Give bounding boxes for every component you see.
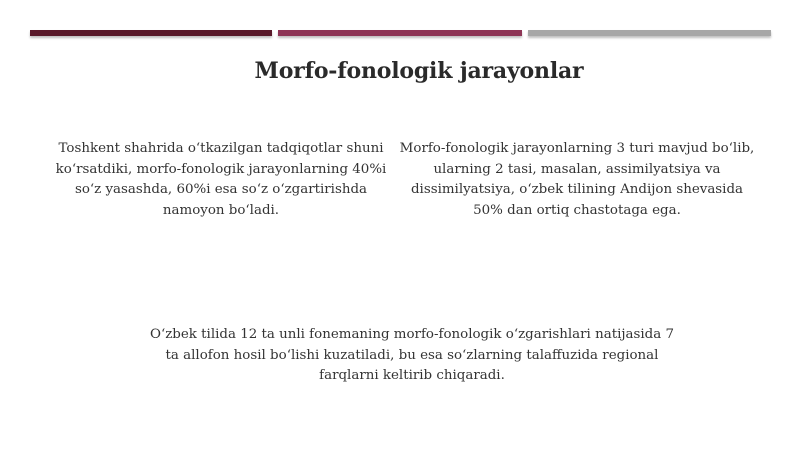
accent-bar-dark — [30, 30, 272, 36]
accent-bar-gray — [528, 30, 771, 36]
paragraph-left: Toshkent shahrida o‘tkazilgan tadqiqotlar shuni ko‘rsatdiki, morfo-fonologik jarayonlarning 40%i so‘z yasashda, 60%i esa so‘z o‘zgartirishda namoyon bo‘ladi. — [55, 141, 387, 218]
accent-bar-magenta — [278, 30, 522, 36]
paragraph-bottom: O‘zbek tilida 12 ta unli fonemaning morfo-fonologik o‘zgarishlari natijasida 7 ta allofon hosil bo‘lishi kuzatiladi, bu esa so‘zlarning talaffuzida regional farqlarni keltirib chiqaradi. — [150, 327, 674, 383]
slide-title: Morfo-fonologik jarayonlar — [254, 58, 584, 84]
paragraph-right: Morfo-fonologik jarayonlarning 3 turi mavjud bo‘lib, ularning 2 tasi, masalan, assimilyatsiya va dissimilyatsiya, o‘zbek tilining Andijon shevasida 50% dan ortiq chastotaga ega. — [399, 141, 755, 218]
